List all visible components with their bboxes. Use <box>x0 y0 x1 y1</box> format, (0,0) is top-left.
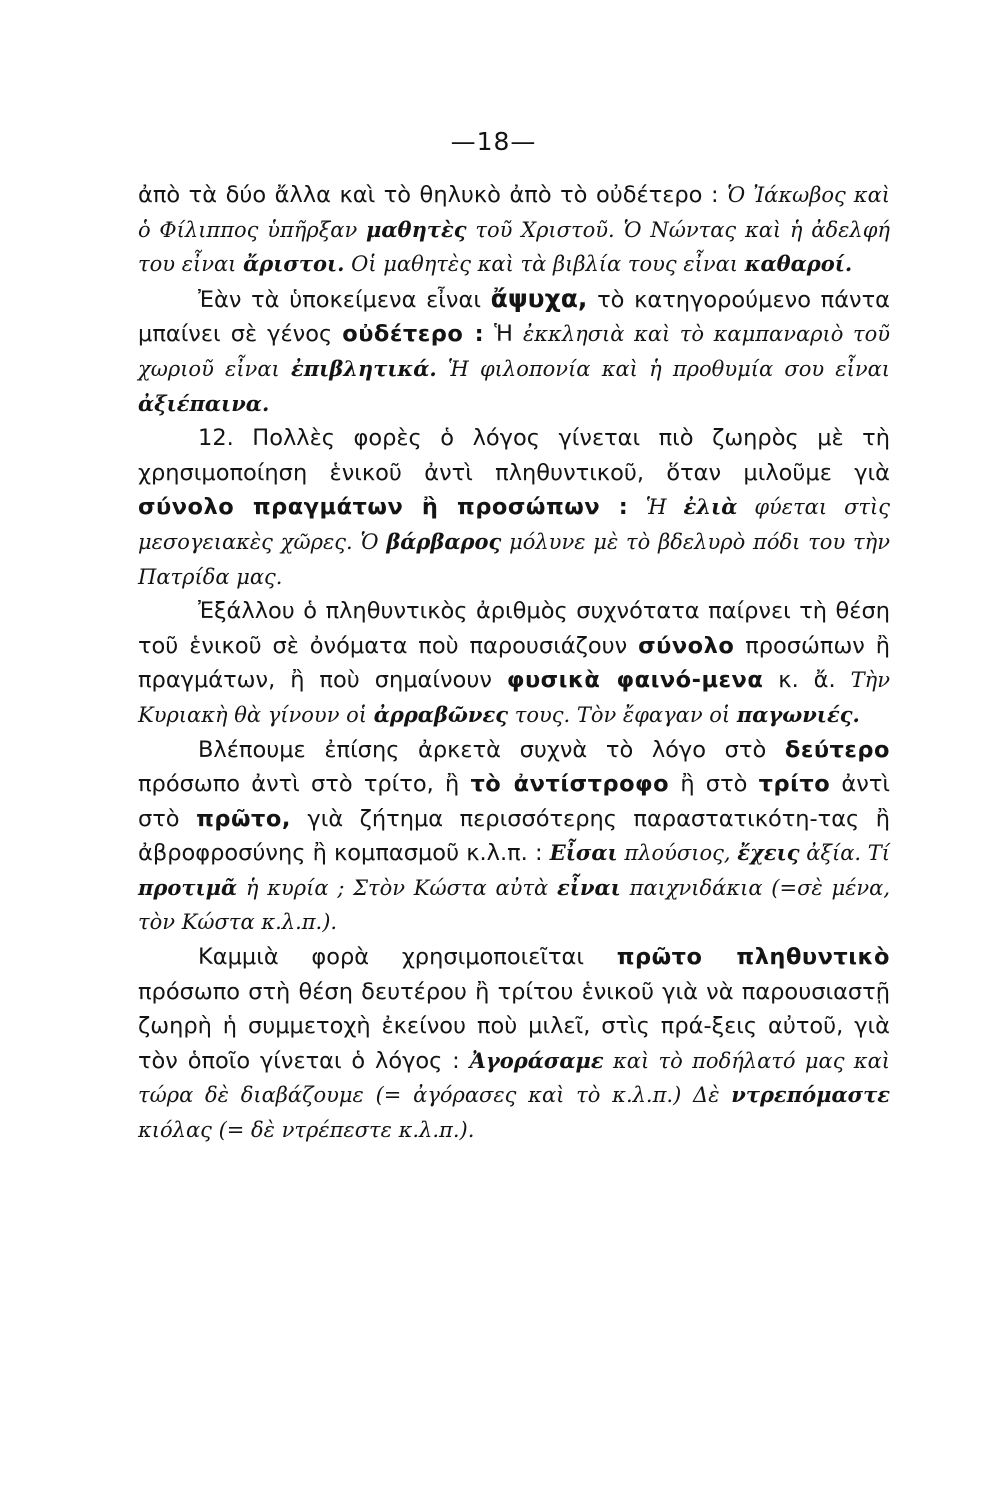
example-italic: φύεται στὶς μεσογειακὲς χῶρες. Ὁ <box>138 495 891 554</box>
text-span: ἢ στὸ <box>669 771 759 798</box>
term-emphasis: πρῶτο, <box>196 805 291 832</box>
term-emphasis: πρῶτο πληθυντικὸ <box>616 944 890 971</box>
example-italic: κιόλας (= δὲ ντρέπεστε κ.λ.π.). <box>138 1118 475 1143</box>
example-emphasis: ἐπιβλητικά. <box>290 355 437 381</box>
example-italic: καὶ τὸ ποδήλατό μας καὶ τώρα δὲ διαβάζουμε (= ἀγόρασες καὶ τὸ κ.λ.π.) Δὲ <box>138 1048 890 1108</box>
example-italic: Ὁ Ἰάκωβος καὶ ὁ Φίλιππος ὑπῆρξαν <box>138 183 890 242</box>
example-italic: Οἱ μαθητὲς καὶ τὰ βιβλία τους εἶναι <box>344 252 745 277</box>
text-span: ἀντὶ στὸ <box>138 771 890 832</box>
example-emphasis: ντρεπόμαστε <box>731 1082 890 1108</box>
text-span: 12. Πολλὲς φορὲς ὁ λόγος γίνεται πιὸ ζωηρὸς μὲ τὴ χρησιμοποίηση ἑνικοῦ ἀντὶ πληθυντικοῦ, ὅταν μιλοῦμε γιὰ <box>138 425 890 486</box>
text-span: Καμμιὰ φορὰ χρησιμοποιεῖται <box>198 944 617 971</box>
example-italic: μόλυνε μὲ τὸ βδελυρὸ πόδι του τὴν Πατρίδα μας. <box>138 529 890 589</box>
text-span <box>628 494 645 520</box>
text-span: Ἐὰν τὰ ὑποκείμενα εἶναι <box>198 286 491 313</box>
example-italic: παιχνιδάκια (=σὲ μένα, τὸν Κώστα κ.λ.π.). <box>138 875 891 935</box>
example-emphasis: ἀρραβῶνες <box>373 701 509 727</box>
term-emphasis: σύνολο <box>638 632 735 659</box>
term-emphasis: τρίτο <box>758 771 831 798</box>
example-emphasis: καθαροί. <box>744 251 853 277</box>
page-number: —18— <box>450 127 537 156</box>
paragraph <box>138 940 890 1148</box>
example-italic: Τὴν Κυριακὴ θὰ γίνουν οἱ <box>138 668 890 727</box>
example-emphasis: προτιμᾶ <box>138 874 238 900</box>
example-emphasis: ἔχεις <box>737 840 800 866</box>
text-span: προσώπων ἢ πραγμάτων, ἢ ποὺ σημαίνουν <box>138 632 890 694</box>
text-span: Ἡ <box>484 321 524 348</box>
example-italic: τους. Τὸν ἔφαγαν οἱ <box>508 702 737 727</box>
term-emphasis: ἄψυχα, <box>490 283 588 313</box>
term-emphasis: οὐδέτερο : <box>342 321 485 348</box>
term-emphasis: σύνολο πραγμάτων ἢ προσώπων : <box>138 494 629 521</box>
example-italic: τοῦ Χριστοῦ. Ὁ Νώντας καὶ ἡ ἀδελφή του εἶναι <box>138 217 890 277</box>
paragraph <box>138 421 890 594</box>
text-span: κ. ἄ. <box>763 667 851 694</box>
example-italic: πλούσιος, <box>617 841 738 866</box>
paragraph <box>138 178 890 282</box>
example-emphasis: ἐλιὰ <box>683 494 738 520</box>
page-body <box>138 178 890 1148</box>
example-italic: Ἡ <box>645 495 684 520</box>
term-emphasis: τὸ ἀντίστροφο <box>470 771 670 798</box>
text-span: τὸ κατηγορούμενο πάντα μπαίνει σὲ γένος <box>138 286 890 348</box>
example-emphasis: εἶναι <box>557 874 621 900</box>
paragraph <box>138 282 890 421</box>
paragraph <box>138 594 890 732</box>
example-emphasis: βάρβαρος <box>386 528 502 554</box>
example-emphasis: παγωνιές. <box>736 701 860 727</box>
example-emphasis: μαθητὲς <box>366 216 467 242</box>
text-span: πρόσωπο ἀντὶ στὸ τρίτο, ἢ <box>138 771 471 798</box>
text-span: γιὰ ζήτημα περισσότερης παραστατικότη-τας ἢ ἀβροφροσύνης ἢ κομπασμοῦ κ.λ.π. : <box>138 805 891 867</box>
example-italic: Ἡ φιλοπονία καὶ ἡ προθυμία σου εἶναι <box>436 356 890 381</box>
term-emphasis: δεύτερο <box>784 736 890 763</box>
example-italic: ἀξία. Τί <box>799 841 890 866</box>
example-emphasis: Ἀγοράσαμε <box>469 1047 604 1073</box>
example-italic: ἐκκλησιὰ καὶ τὸ καμπαναριὸ τοῦ χωριοῦ εἶναι <box>138 322 891 381</box>
term-emphasis: φυσικὰ φαινό-μενα <box>506 667 764 694</box>
text-span: ἀπὸ τὰ δύο ἄλλα καὶ τὸ θηλυκὸ ἀπὸ τὸ οὐδέτερο : <box>138 182 728 208</box>
example-emphasis: Εἶσαι <box>549 840 618 866</box>
text-span: Βλέπουμε ἐπίσης ἀρκετὰ συχνὰ τὸ λόγο στὸ <box>198 736 785 763</box>
text-span: Ἐξάλλου ὁ πληθυντικὸς ἀριθμὸς συχνότατα παίρνει τὴ θέση τοῦ ἑνικοῦ σὲ ὀνόματα ποὺ παρουσιάζουν <box>138 598 890 659</box>
example-emphasis: ἄριστοι. <box>243 251 345 277</box>
text-span: πρόσωπο στὴ θέση δευτέρου ἢ τρίτου ἑνικοῦ γιὰ νὰ παρουσιαστῇ ζωηρὴ ἡ συμμετοχὴ ἐκείνου ποὺ μιλεῖ, στὶς πρά-ξεις αὐτοῦ, γιὰ τὸν ὁποῖο γίνεται ὁ λόγος : <box>138 978 890 1074</box>
paragraph <box>138 733 890 941</box>
example-emphasis: ἀξιέπαινα. <box>138 390 270 416</box>
example-italic: ἡ κυρία ; Στὸν Κώστα αὐτὰ <box>237 875 558 900</box>
